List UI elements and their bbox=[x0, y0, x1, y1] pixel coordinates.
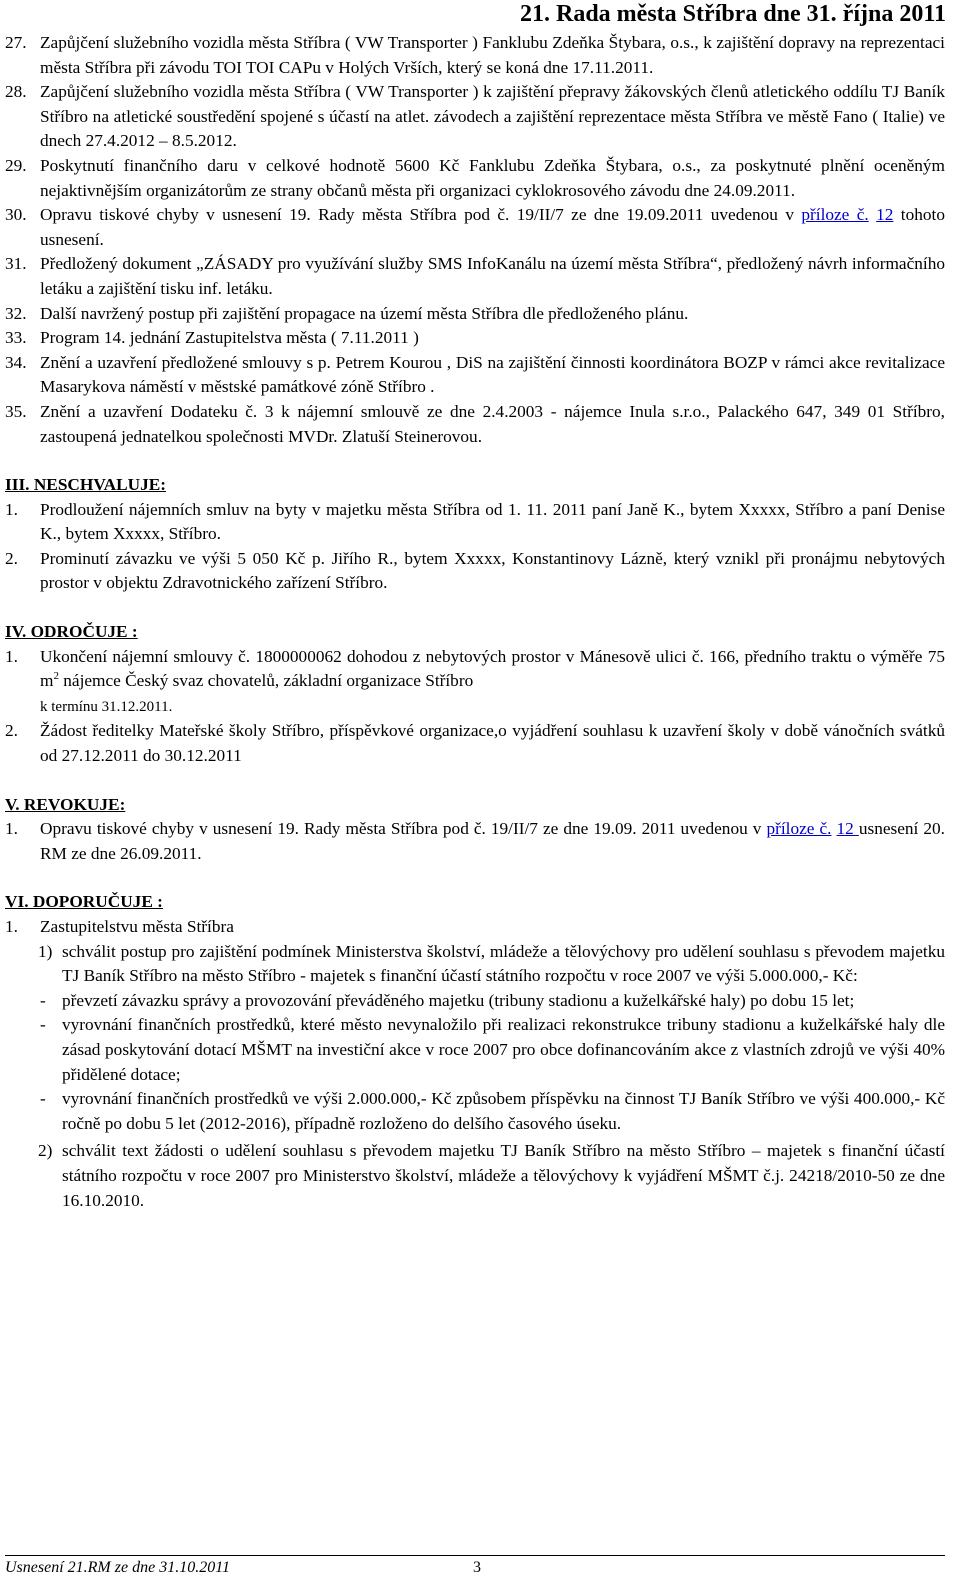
section-heading-neschvaluje: III. NESCHVALUJE: bbox=[5, 475, 167, 495]
sub-item-number: 1) bbox=[38, 941, 53, 961]
list-item bbox=[0, 302, 960, 327]
list-item bbox=[0, 817, 960, 866]
sub-item-number: 2) bbox=[38, 1141, 53, 1161]
item-number: 29. bbox=[5, 155, 27, 175]
item-text: Program 14. jednání Zastupitelstva města ( 7.11.2011 ) bbox=[40, 328, 419, 348]
item-number: 1. bbox=[5, 646, 18, 666]
list-item bbox=[0, 400, 960, 449]
item-text-cont: nájemce Český svaz chovatelů, základní organizace Stříbro bbox=[58, 671, 474, 691]
dash-mark: - bbox=[40, 1089, 46, 1109]
item-text: Poskytnutí finančního daru v celkové hodnotě 5600 Kč Fanklubu Zdeňka Štybara, o.s., za poskytnuté plnění oceněným nejaktivnějším organizátorům ze strany občanů města při organizaci cyklokrosového závodu dne 24.09.2011. bbox=[40, 155, 945, 200]
list-item bbox=[0, 31, 960, 80]
item-text: Zapůjčení služebního vozidla města Stříbra ( VW Transporter ) k zajištění přepravy žákovských členů atletického oddílu TJ Baník Stříbro na atletické soustředění spojené s účastí na atlet. závodech a zajištění reprezentace města Stříbra ve městě Fano ( Italie) ve dnech 27.4.2012 – 8.5.2012. bbox=[40, 82, 945, 151]
item-text: Předložený dokument „ZÁSADY pro využívání služby SMS InfoKanálu na území města Stříbra“, předložený návrh informačního letáku a zajištění tisku inf. letáku. bbox=[40, 254, 945, 298]
list-item bbox=[0, 645, 960, 720]
item-text: Ukončení nájemní smlouvy č. 1800000062 dohodou z nebytových prostor v Mánesově ulici č. 166, předního traktu o výměře 75 m bbox=[40, 646, 945, 691]
item-text: Zapůjčení služebního vozidla města Stříbra ( VW Transporter ) Fanklubu Zdeňka Štybara, o.s., k zajištění dopravy na reprezentaci města Stříbra při závodu TOI TOI CAPu v Holých Vrších, který se koná dne 17.11.2011. bbox=[40, 33, 945, 77]
superscript: 2 bbox=[53, 670, 59, 683]
item-text: Žádost ředitelky Mateřské školy Stříbro, příspěvkové organizace,o vyjádření souhlasu k uzavření školy v době vánočních svátků od 27.12.2011 do 30.12.2011 bbox=[40, 721, 945, 766]
item-text: Prominutí závazku ve výši 5 050 Kč p. Jiřího R., bytem Xxxxx, Konstantinovy Lázně, který vznikl při pronájmu nebytových prostor v objektu Zdravotnického zařízení Stříbro. bbox=[40, 548, 945, 593]
item-text-term: k termínu 31.12.2011. bbox=[40, 698, 173, 715]
list-item bbox=[0, 326, 960, 351]
item-text: Znění a uzavření předložené smlouvy s p. Petrem Kourou , DiS na zajištění činnosti koordinátora BOZP v rámci akce revitalizace Masarykova náměstí v městské památkové zóně Stříbro . bbox=[40, 352, 945, 397]
list-item bbox=[0, 351, 960, 400]
list-item bbox=[0, 203, 960, 252]
list-item bbox=[0, 80, 960, 154]
attachment-number-link[interactable]: 12 bbox=[836, 819, 859, 839]
dash-item bbox=[0, 1087, 960, 1136]
item-text: Opravu tiskové chyby v usnesení 19. Rady města Stříbra pod č. 19/II/7 ze dne 19.09. 2011 uvedenou v bbox=[40, 819, 767, 839]
attachment-link[interactable]: příloze č. bbox=[766, 819, 832, 839]
item-number: 1. bbox=[5, 499, 18, 519]
list-item bbox=[0, 719, 960, 768]
item-text: Znění a uzavření Dodateku č. 3 k nájemní smlouvě ze dne 2.4.2003 - nájemce Inula s.r.o., Palackého 647, 349 01 Stříbro, zastoupená jednatelkou společnosti MVDr. Zlatuší Steinerovou. bbox=[40, 401, 945, 446]
item-text: Opravu tiskové chyby v usnesení 19. Rady města Stříbra pod č. 19/II/7 ze dne 19.09.2011 uvedenou v bbox=[40, 205, 802, 225]
attachment-link[interactable]: příloze č. bbox=[801, 205, 869, 225]
item-number: 1. bbox=[5, 917, 18, 936]
page-title: 21. Rada města Stříbra dne 31. října 2011 bbox=[520, 1, 946, 27]
section-heading-doporucuje: VI. DOPORUČUJE : bbox=[5, 892, 163, 912]
document-body bbox=[0, 31, 960, 1213]
dash-item-text: převzetí závazku správy a provozování převáděného majetku (tribuny stadionu a kuželkářské haly) po dobu 15 let; bbox=[62, 990, 855, 1010]
sub-item bbox=[0, 940, 960, 989]
item-number: 30. bbox=[5, 205, 27, 225]
sub-item bbox=[0, 1139, 960, 1213]
dash-item-text: vyrovnání finančních prostředků, které město nevynaložilo při realizaci rekonstrukce tribuny stadionu a kuželkářské haly dle zásad poskytování dotací MŠMT na investiční akce v roce 2007 pro obce dofinancováním akce z vlastních zdrojů ve výši 40% přidělené dotace; bbox=[62, 1015, 945, 1084]
item-number: 2. bbox=[5, 721, 18, 741]
page-footer bbox=[5, 1555, 945, 1578]
dash-mark: - bbox=[40, 1015, 46, 1035]
item-number: 33. bbox=[5, 328, 27, 348]
item-text-end: tohoto usnesení. bbox=[40, 205, 945, 249]
list-item bbox=[0, 547, 960, 596]
list-item bbox=[0, 915, 960, 940]
item-text-end: usnesení 20. RM ze dne 26.09.2011. bbox=[40, 819, 945, 863]
dash-item-text: vyrovnání finančních prostředků ve výši 2.000.000,- Kč způsobem příspěvku na činnost TJ Baník Stříbro ve výši 400.000,- Kč ročně po dobu 5 let (2012-2016), případně rozloženo do delšího časového úseku. bbox=[62, 1089, 945, 1133]
item-number: 27. bbox=[5, 33, 27, 52]
sub-item-text: schválit postup pro zajištění podmínek Ministerstva školství, mládeže a tělovýchovy pro udělení souhlasu s převodem majetku TJ Baník Stříbro na město Stříbro - majetek s finanční účastí státního rozpočtu v roce 2007 ve výši 5.000.000,- Kč: bbox=[62, 941, 945, 986]
item-number: 28. bbox=[5, 82, 27, 102]
item-text: Prodloužení nájemních smluv na byty v majetku města Stříbra od 1. 11. 2011 paní Janě K., bytem Xxxxx, Stříbro a paní Denise K., bytem Xxxxx, Stříbro. bbox=[40, 499, 945, 544]
footer-label: Usnesení 21.RM ze dne 31.10.2011 bbox=[5, 1559, 230, 1576]
section-heading-revokuje: V. REVOKUJE: bbox=[5, 794, 126, 814]
sub-item-text: schválit text žádosti o udělení souhlasu s převodem majetku TJ Baník Stříbro na město Stříbro – majetek s finanční účastí státního rozpočtu v roce 2007 pro Ministerstvo školství, mládeže a tělovýchovy k vyjádření MŠMT č.j. 24218/2010-50 ze dne 16.10.2010. bbox=[62, 1141, 945, 1210]
page-number: 3 bbox=[473, 1559, 481, 1576]
list-item bbox=[0, 498, 960, 547]
list-item bbox=[0, 252, 960, 301]
dash-mark: - bbox=[40, 990, 46, 1010]
attachment-number-link[interactable]: 12 bbox=[876, 205, 894, 225]
item-number: 2. bbox=[5, 548, 18, 568]
item-number: 34. bbox=[5, 352, 27, 372]
item-text: Další navržený postup při zajištění propagace na území města Stříbra dle předloženého plánu. bbox=[40, 303, 689, 323]
item-number: 32. bbox=[5, 303, 27, 323]
dash-item bbox=[0, 989, 960, 1014]
item-number: 31. bbox=[5, 254, 27, 274]
list-item bbox=[0, 154, 960, 203]
item-number: 1. bbox=[5, 819, 18, 839]
item-number: 35. bbox=[5, 401, 27, 421]
section-heading-odrocuje: IV. ODROČUJE : bbox=[5, 622, 138, 642]
item-text: Zastupitelstvu města Stříbra bbox=[40, 917, 234, 936]
dash-item bbox=[0, 1013, 960, 1087]
